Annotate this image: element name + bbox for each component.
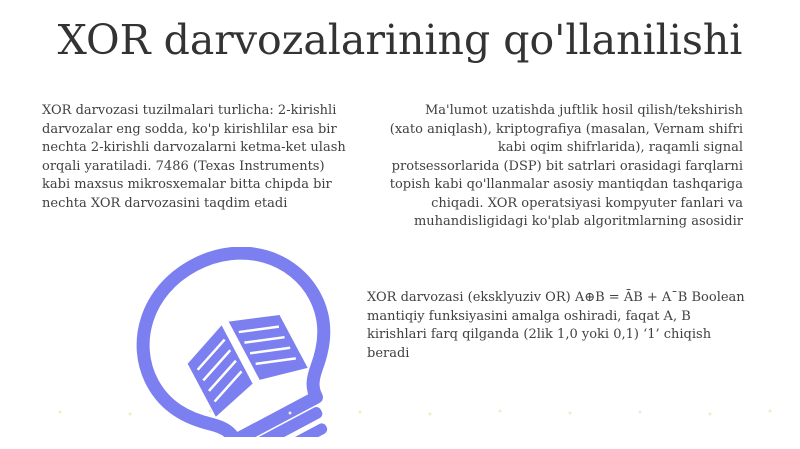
decorative-dots bbox=[0, 405, 800, 419]
paragraph-definition: XOR darvozasi (eksklyuziv OR) A⊕B = ĀB + A¯B Boolean mantiqiy funksiyasini amalga oshiradi, faqat A, B kirishlari farq qilganda (2lik 1,0 yoki 0,1) ‘1’ chiqish beradi bbox=[367, 290, 745, 361]
paragraph-structures: XOR darvozasi tuzilmalari turlicha: 2-kirishli darvozalar eng sodda, ko'p kirishlilar esa bir nechta 2-kirishli darvozalarni ketma-ket ulash orqali yaratiladi. 7486 (Texas Instruments) kabi maxsus mikrosxemalar bitta chipda bir nechta XOR darvozasini taqdim etadi bbox=[42, 103, 346, 211]
slide-title: XOR darvozalarining qo'llanilishi bbox=[57, 16, 743, 64]
paragraph-applications: Ma'lumot uzatishda juftlik hosil qilish/tekshirish (xato aniqlash), kriptografiya (masalan, Vernam shifri kabi oqim shifrlarida), raqamli signal protsessorlarida (DSP) bit satrlari orasidagi farqlarni topish kabi qo'llanmalar asosiy mantiqdan tashqariga chiqadi. XOR operatsiyasi kompyuter fanlari va muhandisligidagi ko'plab algoritmlarning asosidir bbox=[389, 103, 743, 229]
